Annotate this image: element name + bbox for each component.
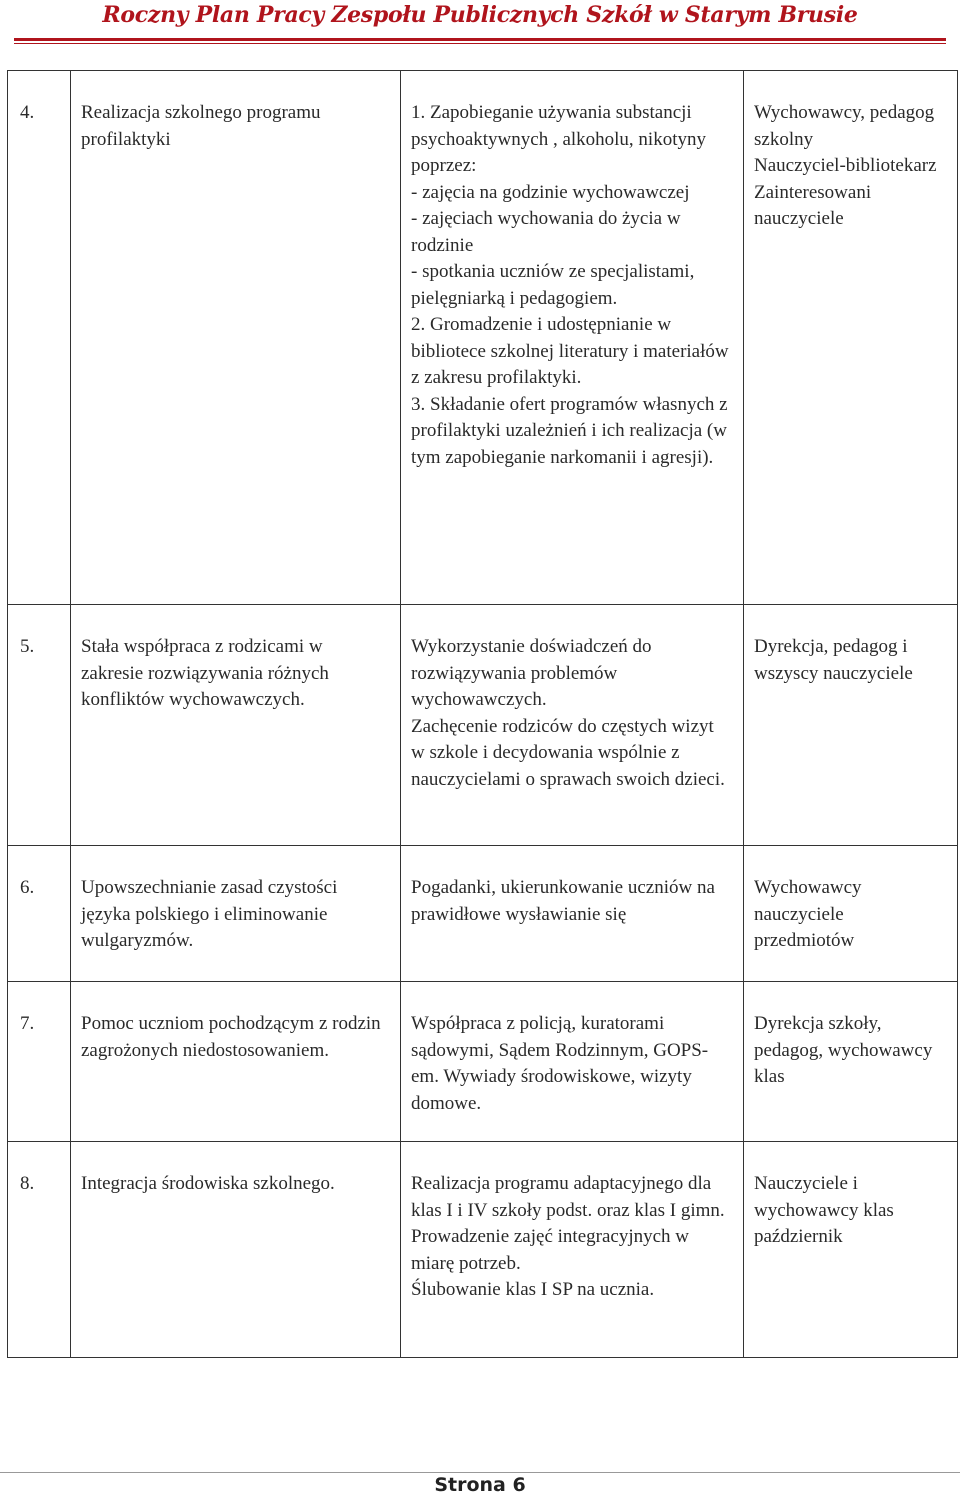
row-number [8,605,71,846]
methods-text: 1. Zapobieganie używania substancji psychoaktywnych , alkoholu, nikotyny poprzez: - zajęcia na godzinie wychowawczej - zajęciach wychowania do życia w rodzinie - spotkania uczniów ze specjalistami, pielęgniarką i pedagogiem. 2. Gromadzenie i udostępnianie w bibliotece szkolnej literatury i materiałów z zakresu profilaktyki. 3. Składanie ofert programów własnych z profilaktyki uzależnień i ich realizacja (w tym zapobieganie narkomanii i agresji). [411,102,729,468]
row-number-text: 7. [20,1013,35,1034]
methods-text: Realizacja programu adaptacyjnego dla klas I i IV szkoły podst. oraz klas I gimn. Prowadzenie zajęć integracyjnych w miarę potrzeb. Ślubowanie klas I SP na ucznia. [411,1173,725,1300]
row-number-text: 8. [20,1173,35,1194]
methods-cell [401,1142,744,1358]
task-cell [71,71,401,605]
table-row [8,605,958,846]
methods-cell [401,982,744,1142]
responsible-text: Dyrekcja, pedagog i wszyscy nauczyciele [754,636,913,684]
task-cell [71,982,401,1142]
task-text: Upowszechnianie zasad czystości języka polskiego i eliminowanie wulgaryzmów. [81,877,338,951]
page-number: Strona 6 [434,1474,526,1496]
table-row [8,1142,958,1358]
row-number [8,846,71,982]
responsible-cell [744,982,958,1142]
table-row [8,71,958,605]
row-number-text: 4. [20,102,35,123]
task-text: Pomoc uczniom pochodzącym z rodzin zagrożonych niedostosowaniem. [81,1013,381,1061]
header-rule-thin [14,43,946,44]
responsible-cell [744,605,958,846]
footer-rule [0,1472,960,1473]
responsible-text: Wychowawcy, pedagog szkolny Nauczyciel-bibliotekarz Zainteresowani nauczyciele [754,102,937,229]
table-row [8,846,958,982]
methods-cell [401,605,744,846]
plan-table [7,70,958,1358]
responsible-cell [744,846,958,982]
methods-text: Współpraca z policją, kuratorami sądowymi, Sądem Rodzinnym, GOPS-em. Wywiady środowiskowe, wizyty domowe. [411,1013,709,1114]
page-footer [0,1460,960,1497]
task-cell [71,846,401,982]
responsible-text: Wychowawcy nauczyciele przedmiotów [754,877,862,951]
page-header [0,0,960,36]
methods-cell [401,71,744,605]
table-row [8,982,958,1142]
task-text: Integracja środowiska szkolnego. [81,1173,335,1194]
responsible-cell [744,1142,958,1358]
task-text: Realizacja szkolnego programu profilaktyki [81,102,321,150]
row-number-text: 6. [20,877,35,898]
document-title: Roczny Plan Pracy Zespołu Publicznych Szkół w Starym Brusie [102,2,858,28]
methods-cell [401,846,744,982]
row-number [8,71,71,605]
row-number [8,982,71,1142]
methods-text: Pogadanki, ukierunkowanie uczniów na prawidłowe wysławianie się [411,877,715,925]
task-text: Stała współpraca z rodzicami w zakresie rozwiązywania różnych konfliktów wychowawczych. [81,636,329,710]
responsible-text: Dyrekcja szkoły, pedagog, wychowawcy klas [754,1013,933,1087]
row-number [8,1142,71,1358]
row-number-text: 5. [20,636,35,657]
task-cell [71,605,401,846]
header-rule [14,38,946,41]
methods-text: Wykorzystanie doświadczeń do rozwiązywania problemów wychowawczych. Zachęcenie rodziców do częstych wizyt w szkole i decydowania wspólnie z nauczycielami o sprawach swoich dzieci. [411,636,725,790]
responsible-cell [744,71,958,605]
task-cell [71,1142,401,1358]
responsible-text: Nauczyciele i wychowawcy klas październik [754,1173,894,1247]
